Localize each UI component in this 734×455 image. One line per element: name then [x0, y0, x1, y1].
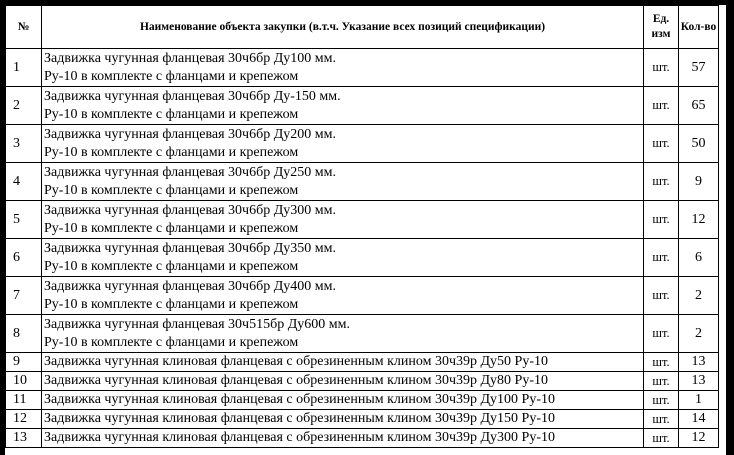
row-number: 2: [6, 87, 42, 125]
header-unit-line1: Ед.: [652, 13, 670, 25]
item-name: [42, 391, 644, 410]
row-unit: шт.: [644, 201, 679, 239]
header-unit: [644, 6, 679, 49]
row-quantity: 12: [679, 201, 719, 239]
table-row: [6, 315, 719, 353]
row-quantity: 6: [679, 239, 719, 277]
row-quantity: 1: [679, 391, 719, 410]
row-number: 3: [6, 125, 42, 163]
item-name: [42, 372, 644, 391]
row-number: 13: [6, 429, 42, 448]
item-name: [42, 277, 644, 315]
row-number: 6: [6, 239, 42, 277]
row-quantity: 2: [679, 315, 719, 353]
row-quantity: 13: [679, 372, 719, 391]
row-unit: шт.: [644, 353, 679, 372]
item-name-line1: Задвижка чугунная фланцевая 30ч6бр Ду-150 мм.: [44, 88, 341, 104]
row-quantity: 65: [679, 87, 719, 125]
item-name: [42, 125, 644, 163]
row-unit: шт.: [644, 315, 679, 353]
item-name-line2: Ру-10 в комплекте с фланцами и крепежом: [44, 68, 299, 84]
row-number: 11: [6, 391, 42, 410]
row-number: 7: [6, 277, 42, 315]
item-name-line1: Задвижка чугунная фланцевая 30ч6бр Ду200 мм.: [44, 126, 336, 142]
table-row: [6, 372, 719, 391]
item-name: [42, 429, 644, 448]
item-name-line2: Ру-10 в комплекте с фланцами и крепежом: [44, 258, 299, 274]
table-row: [6, 49, 719, 87]
row-number: 12: [6, 410, 42, 429]
item-name-line1: Задвижка чугунная фланцевая 30ч515бр Ду600 мм.: [44, 316, 350, 332]
row-unit: шт.: [644, 239, 679, 277]
row-number: 5: [6, 201, 42, 239]
item-name: [42, 49, 644, 87]
item-name-line2: Ру-10 в комплекте с фланцами и крепежом: [44, 144, 299, 160]
item-name-line1: Задвижка чугунная фланцевая 30ч6бр Ду300 мм.: [44, 202, 336, 218]
item-name-line2: Ру-10 в комплекте с фланцами и крепежом: [44, 106, 299, 122]
row-unit: шт.: [644, 410, 679, 429]
item-name: [42, 239, 644, 277]
item-name-line1: Задвижка чугунная фланцевая 30ч6бр Ду400 мм.: [44, 278, 336, 294]
table-row: [6, 125, 719, 163]
item-name-line2: Ру-10 в комплекте с фланцами и крепежом: [44, 220, 299, 236]
table-row: [6, 87, 719, 125]
row-unit: шт.: [644, 391, 679, 410]
item-name-line1: Задвижка чугунная клиновая фланцевая с обрезиненным клином 30ч39р Ду80 Ру-10: [44, 373, 549, 388]
item-name-line1: Задвижка чугунная клиновая фланцевая с обрезиненным клином 30ч39р Ду150 Ру-10: [44, 411, 556, 426]
header-quantity: Кол-во: [679, 6, 719, 49]
table-row: [6, 277, 719, 315]
table-row: [6, 410, 719, 429]
row-unit: шт.: [644, 163, 679, 201]
table-row: [6, 163, 719, 201]
item-name: [42, 163, 644, 201]
item-name-line1: Задвижка чугунная клиновая фланцевая с обрезиненным клином 30ч39р Ду300 Ру-10: [44, 430, 556, 445]
item-name-line2: Ру-10 в комплекте с фланцами и крепежом: [44, 182, 299, 198]
row-quantity: 2: [679, 277, 719, 315]
table-row: [6, 391, 719, 410]
row-quantity: 13: [679, 353, 719, 372]
row-unit: шт.: [644, 277, 679, 315]
table-row: [6, 429, 719, 448]
item-name: [42, 410, 644, 429]
document-page: [5, 5, 726, 455]
row-quantity: 50: [679, 125, 719, 163]
item-name-line1: Задвижка чугунная фланцевая 30ч6бр Ду250 мм.: [44, 164, 336, 180]
table-row: [6, 239, 719, 277]
row-unit: шт.: [644, 125, 679, 163]
row-number: 10: [6, 372, 42, 391]
item-name-line1: Задвижка чугунная фланцевая 30ч6бр Ду350 мм.: [44, 240, 336, 256]
table-row: [6, 201, 719, 239]
header-name: Наименование объекта закупки (в.т.ч. Указание всех позиций спецификации): [42, 6, 644, 49]
item-name-line2: Ру-10 в комплекте с фланцами и крепежом: [44, 334, 299, 350]
row-number: 9: [6, 353, 42, 372]
item-name-line1: Задвижка чугунная фланцевая 30ч6бр Ду100 мм.: [44, 50, 336, 66]
row-unit: шт.: [644, 87, 679, 125]
row-quantity: 12: [679, 429, 719, 448]
specification-table: [5, 5, 719, 448]
row-unit: шт.: [644, 372, 679, 391]
table-header-row: [6, 6, 719, 49]
item-name: [42, 315, 644, 353]
row-quantity: 14: [679, 410, 719, 429]
item-name-line1: Задвижка чугунная клиновая фланцевая с обрезиненным клином 30ч39р Ду100 Ру-10: [44, 392, 556, 407]
row-number: 8: [6, 315, 42, 353]
header-number: №: [6, 6, 42, 49]
item-name: [42, 353, 644, 372]
row-quantity: 9: [679, 163, 719, 201]
row-unit: шт.: [644, 429, 679, 448]
row-number: 1: [6, 49, 42, 87]
item-name: [42, 201, 644, 239]
header-unit-line2: изм: [651, 28, 671, 40]
row-number: 4: [6, 163, 42, 201]
item-name-line1: Задвижка чугунная клиновая фланцевая с обрезиненным клином 30ч39р Ду50 Ру-10: [44, 354, 549, 369]
row-unit: шт.: [644, 49, 679, 87]
table-row: [6, 353, 719, 372]
item-name: [42, 87, 644, 125]
item-name-line2: Ру-10 в комплекте с фланцами и крепежом: [44, 296, 299, 312]
row-quantity: 57: [679, 49, 719, 87]
